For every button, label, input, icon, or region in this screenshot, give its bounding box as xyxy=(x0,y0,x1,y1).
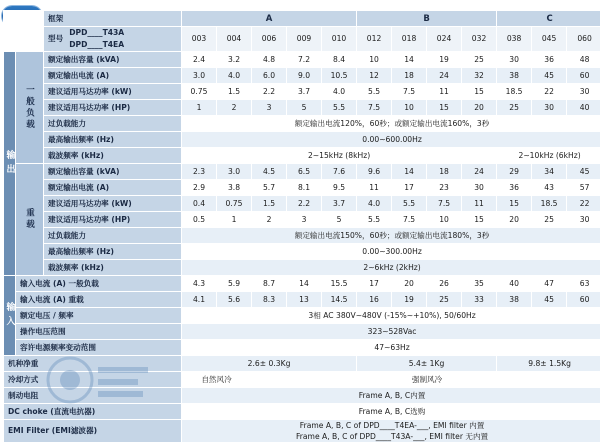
row-label: DC choke (直流电抗器) xyxy=(4,404,182,420)
value-cell: 0.75 xyxy=(217,196,252,212)
value-cell: 4.0 xyxy=(217,68,252,84)
value-cell: 25 xyxy=(427,292,462,308)
value-cell: 36 xyxy=(532,52,567,68)
value-cell: 8.3 xyxy=(252,292,287,308)
value-cell: 11 xyxy=(462,196,497,212)
input-op-voltage-row xyxy=(4,324,600,340)
model-code: 018 xyxy=(392,27,427,52)
value-cell: 60 xyxy=(567,292,600,308)
value-cell: 3.7 xyxy=(322,196,357,212)
value-cell: 4.3 xyxy=(182,276,217,292)
value-cell: 40 xyxy=(567,100,600,116)
row-label: 最高输出频率 (Hz) xyxy=(44,132,182,148)
model-code: 012 xyxy=(357,27,392,52)
header-model-row xyxy=(4,27,600,52)
input-freq-tolerance-value: 47~63Hz xyxy=(182,340,600,356)
value-cell: 35 xyxy=(462,276,497,292)
light-motor-hp-row xyxy=(4,100,600,116)
weight-a-value: 2.6± 0.3Kg xyxy=(182,356,357,372)
model-code: 006 xyxy=(252,27,287,52)
value-cell: 15 xyxy=(462,212,497,228)
row-label: 制动电阻 xyxy=(4,388,182,404)
light-capacity-row xyxy=(4,52,600,68)
value-cell: 5.7 xyxy=(252,180,287,196)
value-cell: 0.5 xyxy=(182,212,217,228)
value-cell: 17 xyxy=(392,180,427,196)
row-label: 额定输出容量 (kVA) xyxy=(44,164,182,180)
group-heavy-load: 重载 xyxy=(16,164,44,276)
value-cell: 9.5 xyxy=(322,180,357,196)
value-cell: 18 xyxy=(427,164,462,180)
value-cell: 5.5 xyxy=(357,84,392,100)
heavy-motor-hp-row xyxy=(4,212,600,228)
value-cell: 20 xyxy=(497,212,532,228)
value-cell: 10 xyxy=(392,100,427,116)
model-code: 038 xyxy=(497,27,532,52)
value-cell: 1.5 xyxy=(252,196,287,212)
value-cell: 1 xyxy=(182,100,217,116)
brake-row xyxy=(4,388,600,404)
light-max-freq-row xyxy=(4,132,600,148)
row-label: 额定输出电流 (A) xyxy=(44,180,182,196)
value-cell: 45 xyxy=(567,164,600,180)
value-cell: 15 xyxy=(497,196,532,212)
value-cell: 30 xyxy=(567,212,600,228)
value-cell: 45 xyxy=(532,68,567,84)
heavy-overload-row xyxy=(4,228,600,244)
light-overload-value: 额定输出电流120%，60秒；或额定输出电流160%，3秒 xyxy=(182,116,600,132)
value-cell: 5.9 xyxy=(217,276,252,292)
value-cell: 3.0 xyxy=(217,164,252,180)
value-cell: 17 xyxy=(357,276,392,292)
value-cell: 15 xyxy=(427,100,462,116)
heavy-max-freq-row xyxy=(4,244,600,260)
row-label: 输入电流 (A) 一般负载 xyxy=(16,276,182,292)
value-cell: 5 xyxy=(322,212,357,228)
cooling-a-value: 自然风冷 xyxy=(182,372,252,388)
value-cell: 23 xyxy=(427,180,462,196)
heavy-carrier-value: 2~6kHz (2kHz) xyxy=(182,260,600,276)
model-code: 060 xyxy=(567,27,600,52)
value-cell: 7.5 xyxy=(357,100,392,116)
group-input: 输入 xyxy=(4,276,16,356)
value-cell: 5.6 xyxy=(217,292,252,308)
emi-line-1: Frame A, B, C of DPD____T4EA-___, EMI filter 内置 xyxy=(182,420,600,431)
weight-row xyxy=(4,356,600,372)
input-freq-tolerance-row xyxy=(4,340,600,356)
heavy-motor-kw-row xyxy=(4,196,600,212)
light-carrier-c-value: 2~10kHz (6kHz) xyxy=(497,148,600,164)
light-current-row xyxy=(4,68,600,84)
value-cell: 3.2 xyxy=(217,52,252,68)
group-output: 输出 xyxy=(4,52,16,276)
value-cell: 1 xyxy=(217,212,252,228)
input-current-light-row xyxy=(4,276,600,292)
value-cell: 20 xyxy=(462,100,497,116)
value-cell: 2.9 xyxy=(182,180,217,196)
value-cell: 3.7 xyxy=(287,84,322,100)
value-cell: 11 xyxy=(357,180,392,196)
input-op-voltage-value: 323~528Vac xyxy=(182,324,600,340)
value-cell: 10 xyxy=(357,52,392,68)
value-cell: 60 xyxy=(567,68,600,84)
model-code: 003 xyxy=(182,27,217,52)
value-cell: 30 xyxy=(532,100,567,116)
row-label: 输入电流 (A) 重载 xyxy=(16,292,182,308)
value-cell: 0.4 xyxy=(182,196,217,212)
value-cell: 14.5 xyxy=(322,292,357,308)
value-cell: 7.2 xyxy=(287,52,322,68)
value-cell: 18 xyxy=(392,68,427,84)
model-label-cell xyxy=(44,27,182,52)
model-code: 010 xyxy=(322,27,357,52)
light-overload-row xyxy=(4,116,600,132)
light-max-freq-value: 0.00~600.00Hz xyxy=(182,132,600,148)
emi-row xyxy=(4,420,600,443)
model-code: 045 xyxy=(532,27,567,52)
input-rated-voltage-value: 3相 AC 380V~480V (-15%~+10%), 50/60Hz xyxy=(182,308,600,324)
value-cell: 8.1 xyxy=(287,180,322,196)
value-cell: 19 xyxy=(392,292,427,308)
value-cell: 22 xyxy=(532,84,567,100)
value-cell: 5 xyxy=(287,100,322,116)
value-cell: 14 xyxy=(287,276,322,292)
value-cell: 3.0 xyxy=(182,68,217,84)
row-label: 最高输出频率 (Hz) xyxy=(44,244,182,260)
value-cell: 5.5 xyxy=(322,100,357,116)
weight-c-value: 9.8± 1.5Kg xyxy=(497,356,600,372)
row-label: 额定输出容量 (kVA) xyxy=(44,52,182,68)
value-cell: 3.8 xyxy=(217,180,252,196)
value-cell: 48 xyxy=(567,52,600,68)
row-label: 冷却方式 xyxy=(4,372,182,388)
row-label: 额定输出电流 (A) xyxy=(44,68,182,84)
value-cell: 15 xyxy=(462,84,497,100)
value-cell: 7.5 xyxy=(427,196,462,212)
value-cell: 2.2 xyxy=(252,84,287,100)
value-cell: 4.5 xyxy=(252,164,287,180)
value-cell: 7.5 xyxy=(392,212,427,228)
value-cell: 1.5 xyxy=(217,84,252,100)
value-cell: 22 xyxy=(567,196,600,212)
heavy-max-freq-value: 0.00~300.00Hz xyxy=(182,244,600,260)
light-motor-kw-row xyxy=(4,84,600,100)
value-cell: 47 xyxy=(532,276,567,292)
emi-value xyxy=(182,420,600,443)
row-label: 建议适用马达功率 (HP) xyxy=(44,100,182,116)
value-cell: 19 xyxy=(427,52,462,68)
frame-group-c: C xyxy=(497,11,600,27)
value-cell: 24 xyxy=(462,164,497,180)
value-cell: 6.5 xyxy=(287,164,322,180)
value-cell: 30 xyxy=(567,84,600,100)
group-light-load: 一般负载 xyxy=(16,52,44,164)
value-cell: 10 xyxy=(427,212,462,228)
value-cell: 13 xyxy=(287,292,322,308)
value-cell: 33 xyxy=(462,292,497,308)
value-cell: 2.3 xyxy=(182,164,217,180)
value-cell: 10.5 xyxy=(322,68,357,84)
dc-choke-row xyxy=(4,404,600,420)
row-label: 过负载能力 xyxy=(44,228,182,244)
value-cell: 5.5 xyxy=(392,196,427,212)
value-cell: 12 xyxy=(357,68,392,84)
model-code: 032 xyxy=(462,27,497,52)
row-label: EMI Filter (EMI滤波器) xyxy=(4,420,182,443)
value-cell: 34 xyxy=(532,164,567,180)
value-cell: 30 xyxy=(497,52,532,68)
value-cell: 16 xyxy=(357,292,392,308)
heavy-capacity-row xyxy=(4,164,600,180)
value-cell: 25 xyxy=(497,100,532,116)
value-cell: 38 xyxy=(497,68,532,84)
value-cell: 9.6 xyxy=(357,164,392,180)
value-cell: 38 xyxy=(497,292,532,308)
cooling-row xyxy=(4,372,600,388)
value-cell: 32 xyxy=(462,68,497,84)
value-cell: 0.75 xyxy=(182,84,217,100)
row-label: 机种净重 xyxy=(4,356,182,372)
value-cell: 4.8 xyxy=(252,52,287,68)
emi-line-2: Frame A, B, C of DPD____T43A-___, EMI filter 无内置 xyxy=(182,431,600,442)
heavy-carrier-row xyxy=(4,260,600,276)
row-label: 建议适用马达功率 (kW) xyxy=(44,196,182,212)
row-label: 载波频率 (kHz) xyxy=(44,260,182,276)
value-cell: 24 xyxy=(427,68,462,84)
light-carrier-ab-value: 2~15kHz (8kHz) xyxy=(182,148,497,164)
value-cell: 26 xyxy=(427,276,462,292)
value-cell: 3 xyxy=(252,100,287,116)
value-cell: 7.5 xyxy=(392,84,427,100)
value-cell: 3 xyxy=(287,212,322,228)
model-line-2: DPD____T4EA xyxy=(69,39,124,51)
value-cell: 8.4 xyxy=(322,52,357,68)
weight-b-value: 5.4± 1Kg xyxy=(357,356,497,372)
cooling-bc-value: 强制风冷 xyxy=(252,372,600,388)
value-cell: 11 xyxy=(427,84,462,100)
row-label: 过负载能力 xyxy=(44,116,182,132)
brake-value: Frame A, B, C内置 xyxy=(182,388,600,404)
frame-group-a: A xyxy=(182,11,357,27)
dc-choke-value: Frame A, B, C选购 xyxy=(182,404,600,420)
input-rated-voltage-row xyxy=(4,308,600,324)
value-cell: 57 xyxy=(567,180,600,196)
row-label: 建议适用马达功率 (HP) xyxy=(44,212,182,228)
value-cell: 5.5 xyxy=(357,212,392,228)
value-cell: 30 xyxy=(462,180,497,196)
frame-group-b: B xyxy=(357,11,497,27)
input-current-heavy-row xyxy=(4,292,600,308)
heavy-current-row xyxy=(4,180,600,196)
value-cell: 8.7 xyxy=(252,276,287,292)
value-cell: 63 xyxy=(567,276,600,292)
value-cell: 2.4 xyxy=(182,52,217,68)
value-cell: 2.2 xyxy=(287,196,322,212)
model-code: 004 xyxy=(217,27,252,52)
value-cell: 9.0 xyxy=(287,68,322,84)
value-cell: 2 xyxy=(217,100,252,116)
value-cell: 36 xyxy=(497,180,532,196)
value-cell: 18.5 xyxy=(532,196,567,212)
value-cell: 40 xyxy=(497,276,532,292)
light-carrier-row xyxy=(4,148,600,164)
row-label: 容许电源频率变动范围 xyxy=(16,340,182,356)
value-cell: 15.5 xyxy=(322,276,357,292)
model-line-1: DPD____T43A xyxy=(69,27,124,39)
value-cell: 29 xyxy=(497,164,532,180)
value-cell: 4.1 xyxy=(182,292,217,308)
badge-cell xyxy=(4,11,44,27)
value-cell: 20 xyxy=(392,276,427,292)
row-label: 额定电压 / 频率 xyxy=(16,308,182,324)
model-code: 009 xyxy=(287,27,322,52)
value-cell: 25 xyxy=(462,52,497,68)
value-cell: 4.0 xyxy=(322,84,357,100)
value-cell: 6.0 xyxy=(252,68,287,84)
value-cell: 25 xyxy=(532,212,567,228)
value-cell: 4.0 xyxy=(357,196,392,212)
value-cell: 2 xyxy=(252,212,287,228)
frame-label: 框架 xyxy=(44,11,182,27)
header-frame-row xyxy=(4,11,600,27)
value-cell: 43 xyxy=(532,180,567,196)
heavy-overload-value: 额定输出电流150%，60秒；或额定输出电流180%，3秒 xyxy=(182,228,600,244)
value-cell: 14 xyxy=(392,164,427,180)
spec-table xyxy=(3,10,600,443)
value-cell: 7.6 xyxy=(322,164,357,180)
model-label: 型号 xyxy=(48,32,63,46)
model-code: 024 xyxy=(427,27,462,52)
row-label: 操作电压范围 xyxy=(16,324,182,340)
row-label: 建议适用马达功率 (kW) xyxy=(44,84,182,100)
value-cell: 14 xyxy=(392,52,427,68)
row-label: 载波频率 (kHz) xyxy=(44,148,182,164)
value-cell: 18.5 xyxy=(497,84,532,100)
value-cell: 45 xyxy=(532,292,567,308)
